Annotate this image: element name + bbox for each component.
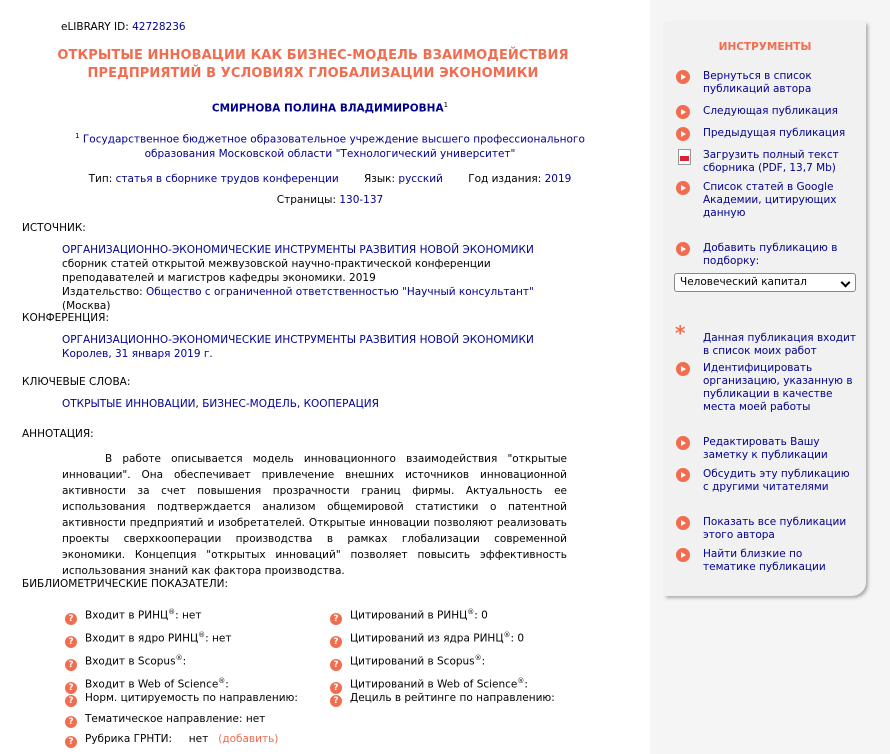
- play-icon: [676, 127, 690, 141]
- type-value: статья в сборнике трудов конференции: [115, 173, 339, 185]
- bib-cit-scopus: ? Цитирований в Scopus®:: [330, 650, 485, 666]
- question-icon[interactable]: ?: [330, 659, 342, 671]
- question-icon[interactable]: ?: [330, 613, 342, 625]
- question-icon[interactable]: ?: [65, 613, 77, 625]
- bib-decile: ? Дециль в рейтинге по направлению:: [330, 690, 555, 706]
- bib-rinc-core: ? Входит в ядро РИНЦ®: нет: [65, 627, 232, 643]
- source-label: ИСТОЧНИК:: [22, 222, 86, 234]
- play-icon: [676, 516, 690, 530]
- publisher-link[interactable]: Общество с ограниченной ответственностью "Научный консультант": [146, 286, 534, 298]
- bib-grnti: ? Рубрика ГРНТИ: нет (добавить): [65, 731, 278, 747]
- question-icon[interactable]: ?: [330, 695, 342, 707]
- language-value: русский: [398, 173, 443, 185]
- conference-place-date: Королев, 31 января 2019 г.: [62, 348, 213, 360]
- chevron-down-icon: [841, 278, 851, 288]
- bib-norm-citation: ? Норм. цитируемость по направлению:: [65, 690, 298, 706]
- play-icon: [676, 436, 690, 450]
- play-icon: [676, 181, 690, 195]
- source-publisher: Издательство: Общество с ограниченной ответственностью "Научный консультант" (Москва): [62, 286, 534, 312]
- question-icon[interactable]: ?: [330, 636, 342, 648]
- play-icon: [676, 468, 690, 482]
- bibliometrics-label: БИБЛИОМЕТРИЧЕСКИЕ ПОКАЗАТЕЛИ:: [22, 578, 229, 590]
- play-icon: [676, 105, 690, 119]
- author-organization: $^1$ Государственное бюджетное образовательное учреждение высшего профессионального образования Московской области "Технологический университет": [75, 132, 585, 160]
- play-icon: [676, 70, 690, 84]
- question-icon[interactable]: ?: [65, 682, 77, 694]
- bib-cit-rinc-core: ? Цитирований из ядра РИНЦ®: 0: [330, 627, 524, 643]
- elibrary-id: eLIBRARY ID: 42728236: [61, 21, 186, 33]
- pdf-icon: [678, 149, 691, 165]
- elibrary-id-value[interactable]: 42728236: [132, 21, 186, 33]
- annotation-text: В работе описывается модель инновационного взаимодействия "открытые инновации". Она обеспечивает привлечение внешних источников инновационной активности за счет повышения прозрачности границ фирмы. Актуальность ее использования подтверждается анализом общемировой статистики о патентной активности предприятий и изобретателей. Открытые инновации позволяют реализовать проекты сверхкооперации производства в рамках глобализации современной экономики. Концепция "открытых инноваций" позволяет повысить эффективность использования знаний как фактора производства.: [62, 453, 567, 577]
- add-grnti-link[interactable]: добавить: [222, 733, 275, 745]
- keywords-value[interactable]: ОТКРЫТЫЕ ИННОВАЦИИ, БИЗНЕС-МОДЕЛЬ, КООПЕРАЦИЯ: [62, 398, 379, 410]
- bib-wos: ? Входит в Web of Science®:: [65, 673, 229, 689]
- conference-label: КОНФЕРЕНЦИЯ:: [22, 312, 109, 324]
- conference-block: [62, 333, 562, 361]
- question-icon[interactable]: ?: [65, 636, 77, 648]
- tools-panel: ИНСТРУМЕНТЫ Вернуться в список публикаций автора Следующая публикация Предыдущая публикация Загрузить полный текст сборника (PDF, 13,7 Mb) Список статей в Google Академии, цитирующих данную Добавить публикацию в подборку: Человеческий капитал * Данная публикация входит в список моих работ Идентифицировать организацию, указанную в публикации в качестве места моей работы Редактировать Вашу заметку к публикации Обсудить эту публикацию с другими читателями Показать все публикации этого автора Найти близкие по тематике публикации: [664, 22, 866, 596]
- publication-pages: Страницы: 130-137: [276, 194, 384, 206]
- keywords-label: КЛЮЧЕВЫЕ СЛОВА:: [22, 376, 131, 388]
- question-icon[interactable]: ?: [65, 659, 77, 671]
- star-icon: *: [675, 321, 686, 345]
- play-icon: [676, 548, 690, 562]
- source-description: сборник статей открытой межвузовской научно-практической конференции преподавателей и магистров кафедры экономики. 2019: [62, 258, 491, 284]
- bib-cit-wos: ? Цитирований в Web of Science®:: [330, 673, 528, 689]
- play-icon: [676, 242, 690, 256]
- publication-meta: Тип: статья в сборнике трудов конференции Язык: русский Год издания: 2019: [88, 173, 572, 185]
- question-icon[interactable]: ?: [65, 695, 77, 707]
- tools-title: ИНСТРУМЕНТЫ: [718, 41, 812, 53]
- bib-rinc: ? Входит в РИНЦ®: нет: [65, 604, 201, 620]
- organization-link[interactable]: Государственное бюджетное образовательное учреждение высшего профессионального образования Московской области "Технологический университет": [82, 133, 585, 160]
- question-icon[interactable]: ?: [65, 736, 77, 748]
- source-block: [62, 243, 562, 313]
- author-name[interactable]: СМИРНОВА ПОЛИНА ВЛАДИМИРОВНА$^1$: [211, 101, 449, 115]
- annotation-label: АННОТАЦИЯ:: [22, 428, 94, 440]
- conference-title-link[interactable]: ОРГАНИЗАЦИОННО-ЭКОНОМИЧЕСКИЕ ИНСТРУМЕНТЫ РАЗВИТИЯ НОВОЙ ЭКОНОМИКИ: [62, 334, 534, 346]
- collection-select[interactable]: Человеческий капитал: [674, 273, 856, 292]
- bib-thematic: ? Тематическое направление: нет: [65, 711, 265, 727]
- year-value: 2019: [544, 173, 572, 185]
- question-icon[interactable]: ?: [330, 682, 342, 694]
- question-icon[interactable]: ?: [65, 716, 77, 728]
- play-icon: [676, 362, 690, 376]
- bib-cit-rinc: ? Цитирований в РИНЦ®: 0: [330, 604, 488, 620]
- source-title-link[interactable]: ОРГАНИЗАЦИОННО-ЭКОНОМИЧЕСКИЕ ИНСТРУМЕНТЫ РАЗВИТИЯ НОВОЙ ЭКОНОМИКИ: [62, 244, 534, 256]
- bib-scopus: ? Входит в Scopus®:: [65, 650, 186, 666]
- page-title: ОТКРЫТЫЕ ИННОВАЦИИ КАК БИЗНЕС-МОДЕЛЬ ВЗАИМОДЕЙСТВИЯ ПРЕДПРИЯТИЙ В УСЛОВИЯХ ГЛОБАЛИЗАЦИИ ЭКОНОМИКИ: [57, 48, 569, 81]
- pages-value: 130-137: [339, 194, 384, 206]
